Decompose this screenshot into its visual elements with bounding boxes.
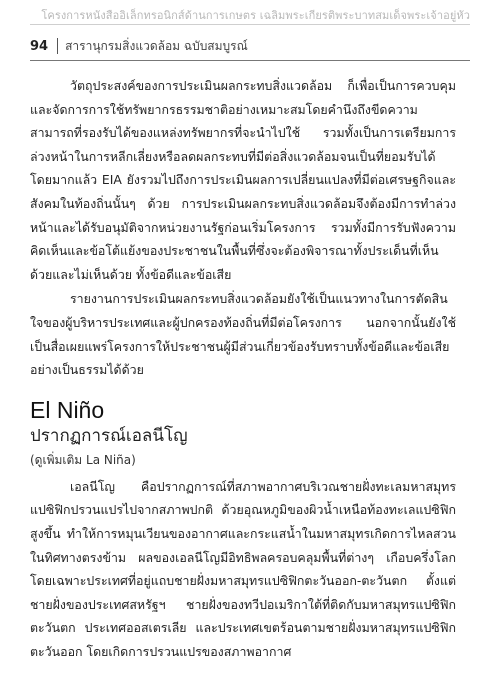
body-paragraph-report: รายงานการประเมินผลกระทบสิ่งแวดล้อมยังใช้เป็นแนวทางในการตัดสินใจของผู้บริหารประเทศและผู้ปกครองท้องถิ่นที่มีต่อโครงการ นอกจากนั้นยังใช้เป็นสื่อเผยแพร่โครงการให้ประชาชนผู้มีส่วนเกี่ยวข้องรับทราบทั้งข้อดีและข้อเสียอย่างเป็นธรรมได้ด้วย xyxy=(30,291,456,378)
page-number: 94 xyxy=(30,38,49,54)
page-content xyxy=(30,74,456,663)
header-divider-top xyxy=(30,24,470,25)
entry-paragraph: เอลนีโญ คือปรากฏการณ์ที่สภาพอากาศบริเวณชายฝั่งทะเลมหาสมุทรแปซิฟิกปรวนแปรไปจากสภาพปกติ ด้วยอุณหภูมิของผิวน้ำเหนือท้องทะเลแปซิฟิกสูงขึ้น ทำให้การหมุนเวียนของอากาศและกระแสน้ำในมหาสมุทรเกิดการไหลสวนในทิศทางตรงข้าม ผลของเอลนีโญมีอิทธิพลครอบคลุมพื้นที่ต่างๆ เกือบครึ่งโลก โดยเฉพาะประเทศที่อยู่แถบชายฝั่งมหาสมุทรแปซิฟิกตะวันออก-ตะวันตก ตั้งแต่ชายฝั่งของประเทศสหรัฐฯ ชายฝั่งของทวีปอเมริกาใต้ที่ติดกับมหาสมุทรแปซิฟิกตะวันตก ประเทศออสเตรเลีย และประเทศเขตร้อนตามชายฝั่งมหาสมุทรแปซิฟิกตะวันออก โดยเกิดการปรวนแปรของสภาพอากาศ xyxy=(30,478,456,659)
body-paragraph-objective: วัตถุประสงค์ของการประเมินผลกระทบสิ่งแวดล้อม ก็เพื่อเป็นการควบคุมและจัดการการใช้ทรัพยากรธรรมชาติอย่างเหมาะสมโดยคำนึงถึงขีดความสามารถที่รองรับได้ของแหล่งทรัพยากรที่จะนำไปใช้ รวมทั้งเป็นการเตรียมการล่วงหน้าในการหลีกเลี่ยงหรือลดผลกระทบที่มีต่อสิ่งแวดล้อมจนเป็นที่ยอมรับได้ โดยมากแล้ว EIA ยังรวมไปถึงการประเมินผลการเปลี่ยนแปลงที่มีต่อเศรษฐกิจและสังคมในท้องถิ่นนั้นๆ ด้วย การประเมินผลกระทบสิ่งแวดล้อมจึงต้องมีการทำล่วงหน้าและได้รับอนุมัติจากหน่วยงานรัฐก่อนเริ่มโครงการ รวมทั้งมีการรับฟังความคิดเห็นและข้อโต้แย้งของประชาชนในพื้นที่ซึ่งจะต้องพิจารณาทั้งประเด็นที่เห็นด้วยและไม่เห็นด้วย ทั้งข้อดีและข้อเสีย xyxy=(30,78,456,282)
header-separator xyxy=(57,38,58,54)
entry-thai-title: ปรากฏการณ์เอลนีโญ xyxy=(30,425,188,446)
book-title: สารานุกรมสิ่งแวดล้อม ฉบับสมบูรณ์ xyxy=(65,38,248,53)
header-rule xyxy=(30,60,470,61)
page-header xyxy=(30,36,470,56)
entry-title: El Niño xyxy=(30,396,105,423)
running-header: โครงการหนังสืออิเล็กทรอนิกส์ด้านการเกษตร เฉลิมพระเกียรติพระบาทสมเด็จพระเจ้าอยู่หัว xyxy=(41,9,470,22)
see-also-note: (ดูเพิ่มเติม La Niña) xyxy=(30,452,136,467)
section-gap xyxy=(30,382,456,396)
